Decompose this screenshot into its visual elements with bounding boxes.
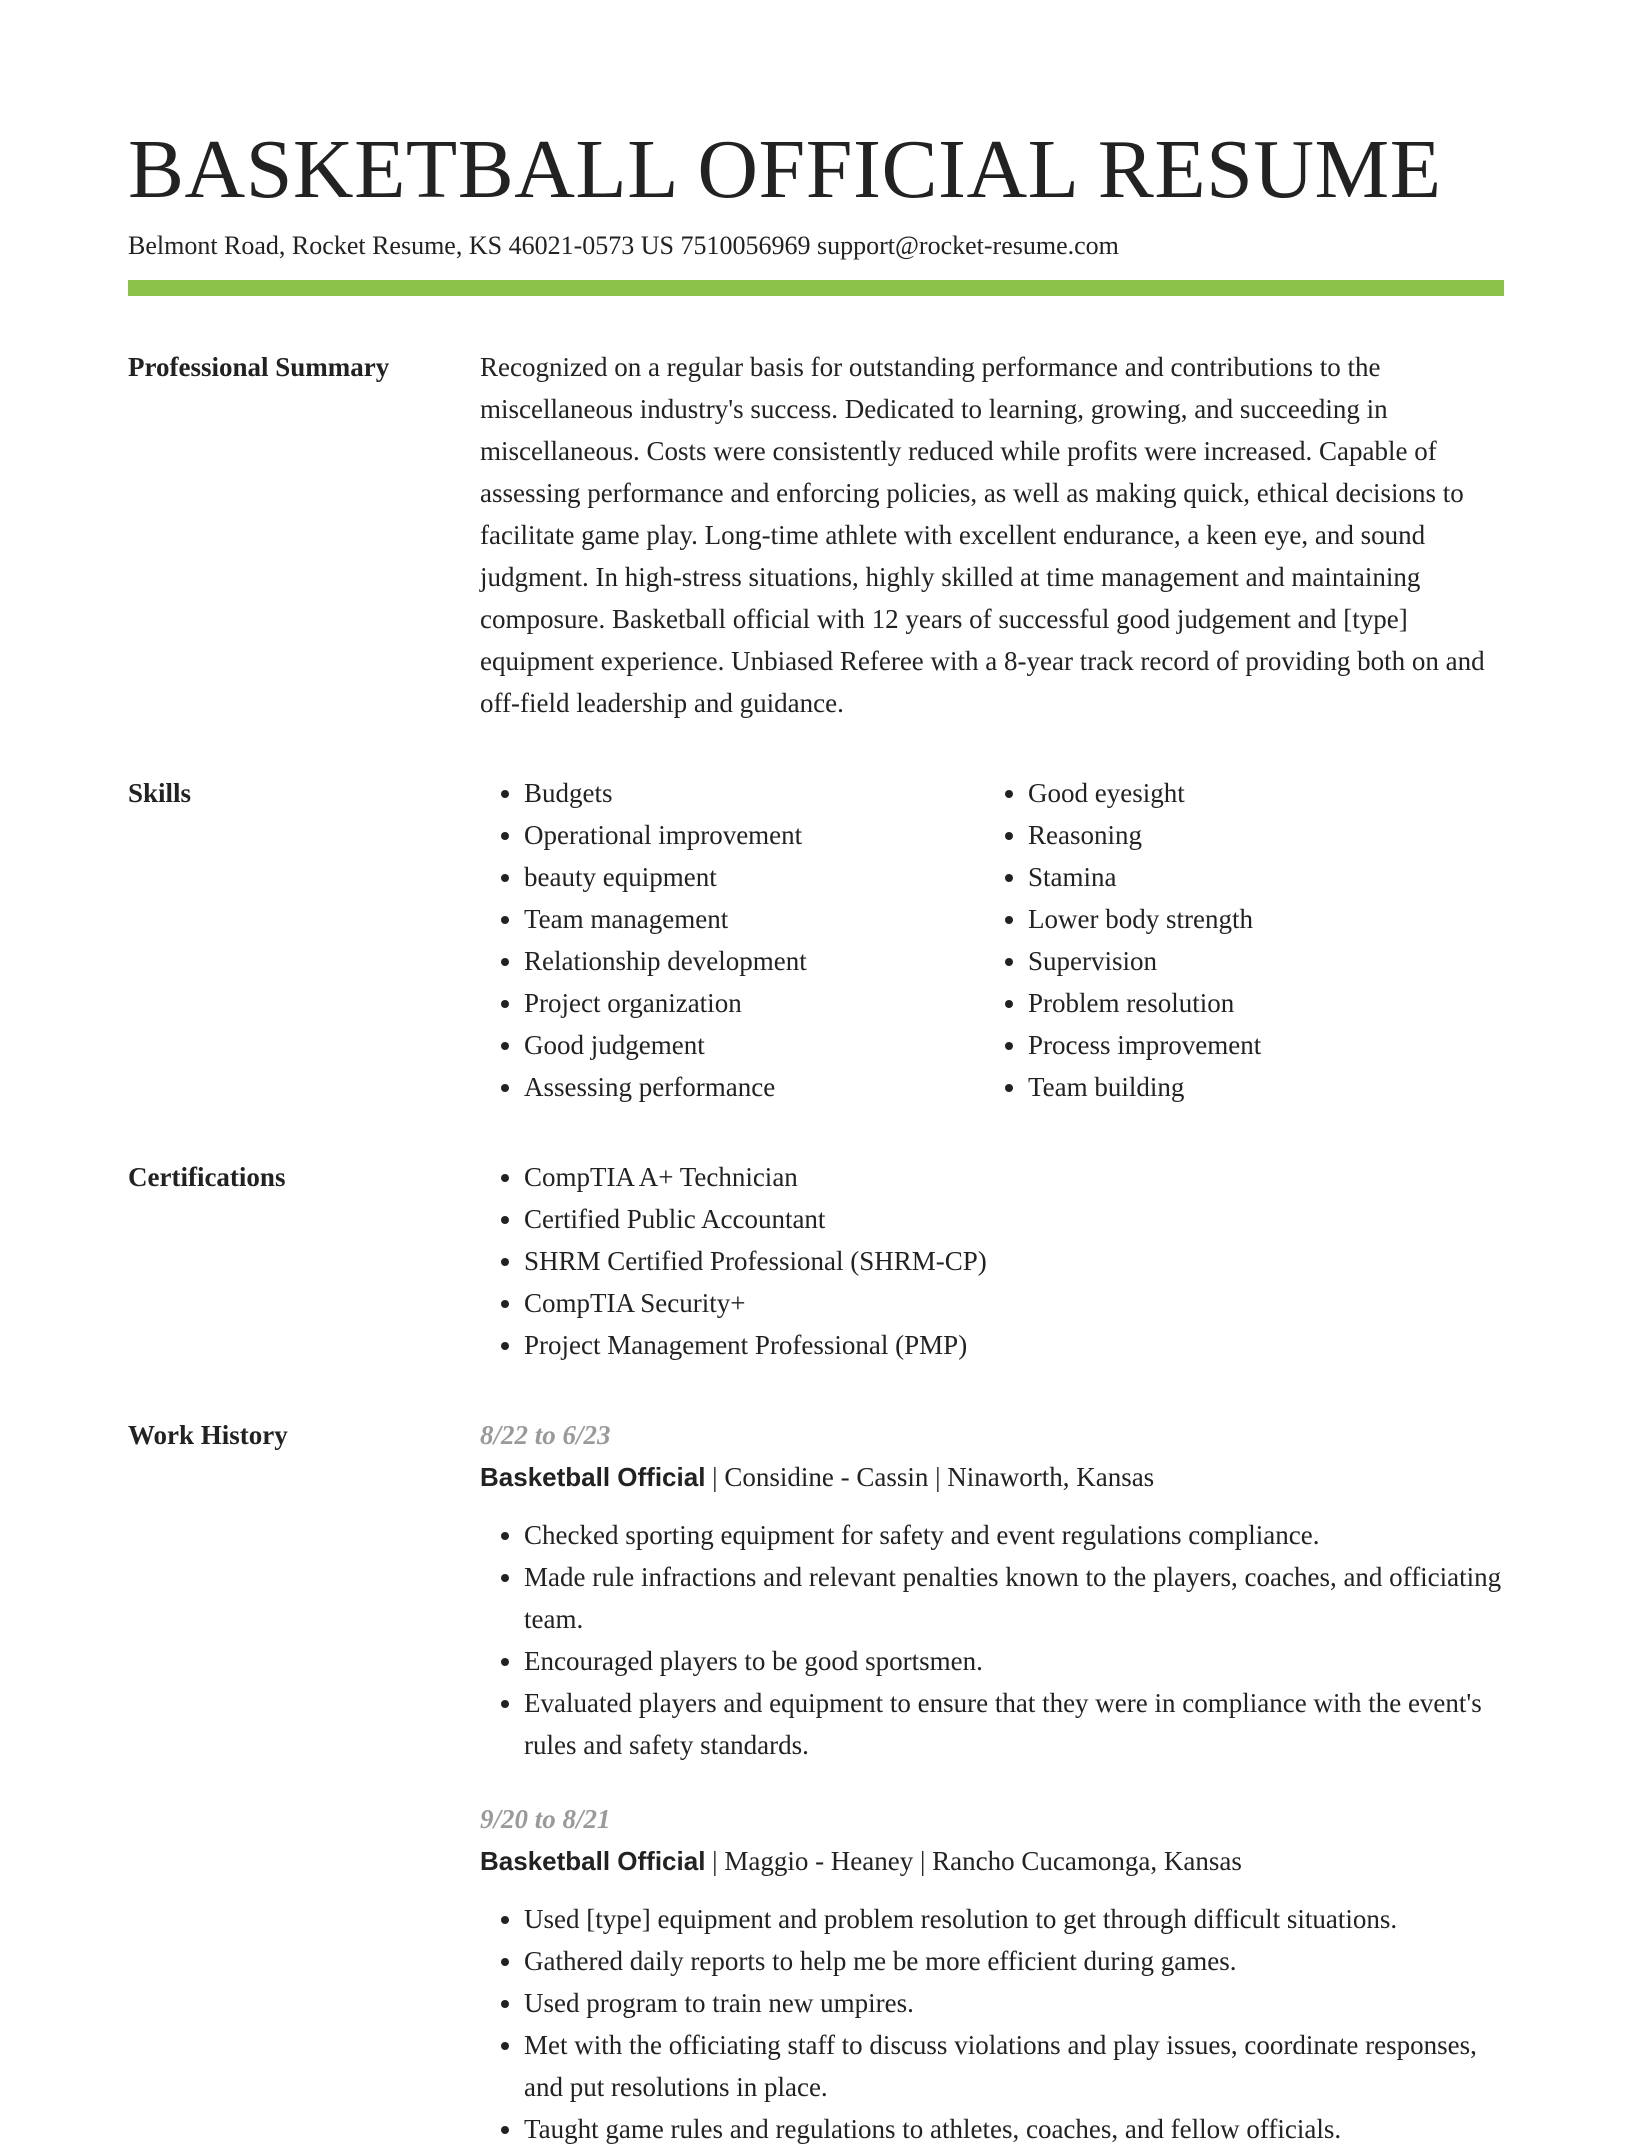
certifications-section	[128, 1156, 1504, 1366]
job-bullets	[480, 1898, 1504, 2150]
accent-divider	[128, 280, 1504, 296]
contact-email: support@rocket-resume.com	[816, 231, 1119, 260]
job-bullet: • Made rule infractions and relevant penalties known to the players, coaches, and officiating team.	[524, 1556, 1504, 1640]
job-details: | Maggio - Heaney | Rancho Cucamonga, Kansas	[705, 1846, 1242, 1876]
skill-item: • Assessing performance	[524, 1066, 984, 1108]
job-bullet: • Encouraged players to be good sportsmen.	[524, 1640, 1504, 1682]
skill-item: • Operational improvement	[524, 814, 984, 856]
skill-item: • Lower body strength	[1028, 898, 1488, 940]
skill-item: • Process improvement	[1028, 1024, 1488, 1066]
contact-line	[128, 228, 1504, 264]
job-heading	[480, 1840, 1504, 1882]
job-title: Basketball Official	[480, 1846, 706, 1876]
skill-item: • Stamina	[1028, 856, 1488, 898]
job-title: Basketball Official	[480, 1462, 706, 1492]
job-heading	[480, 1456, 1504, 1498]
summary-section	[128, 346, 1504, 724]
job-bullet: • Gathered daily reports to help me be more efficient during games.	[524, 1940, 1504, 1982]
resume-page	[128, 120, 1504, 2150]
skill-item: • Problem resolution	[1028, 982, 1488, 1024]
skills-section	[128, 772, 1504, 1108]
skills-list-left	[480, 772, 984, 1108]
job-bullets	[480, 1514, 1504, 1766]
job-bullet: • Checked sporting equipment for safety and event regulations compliance.	[524, 1514, 1504, 1556]
certification-item: • Project Management Professional (PMP)	[524, 1324, 1504, 1366]
job-bullet: • Evaluated players and equipment to ensure that they were in compliance with the event's rules and safety standards.	[524, 1682, 1504, 1766]
skill-item: • Project organization	[524, 982, 984, 1024]
skill-item: • Reasoning	[1028, 814, 1488, 856]
skill-item: • Budgets	[524, 772, 984, 814]
job-bullet: • Used program to train new umpires.	[524, 1982, 1504, 2024]
work-history-heading: Work History	[128, 1420, 288, 1450]
job-details: | Considine - Cassin | Ninaworth, Kansas	[705, 1462, 1155, 1492]
skill-item: • beauty equipment	[524, 856, 984, 898]
job-dates: 8/22 to 6/23	[480, 1420, 611, 1450]
job-entry	[480, 1414, 1504, 1766]
skills-list-right	[984, 772, 1488, 1108]
contact-phone: 7510056969	[680, 231, 811, 260]
skill-item: • Relationship development	[524, 940, 984, 982]
certifications-list	[480, 1156, 1504, 1366]
work-history-section	[128, 1414, 1504, 2150]
certification-item: • CompTIA A+ Technician	[524, 1156, 1504, 1198]
summary-text: Recognized on a regular basis for outstanding performance and contributions to the miscellaneous industry's success. Dedicated to learning, growing, and succeeding in miscellaneous. Costs were consistently reduced while profits were increased. Capable of assessing performance and enforcing policies, as well as making quick, ethical decisions to facilitate game play. Long-time athlete with excellent endurance, a keen eye, and sound judgment. In high-stress situations, highly skilled at time management and maintaining composure. Basketball official with 12 years of successful good judgement and [type] equipment experience. Unbiased Referee with a 8-year track record of providing both on and off-field leadership and guidance.	[480, 352, 1485, 718]
job-entry	[480, 1798, 1504, 2150]
certification-item: • SHRM Certified Professional (SHRM-CP)	[524, 1240, 1504, 1282]
summary-heading: Professional Summary	[128, 352, 390, 382]
skill-item: • Team building	[1028, 1066, 1488, 1108]
certifications-heading: Certifications	[128, 1162, 286, 1192]
certification-item: • CompTIA Security+	[524, 1282, 1504, 1324]
contact-address: Belmont Road, Rocket Resume, KS 46021-0573 US	[128, 231, 674, 260]
skill-item: • Supervision	[1028, 940, 1488, 982]
skill-item: • Good eyesight	[1028, 772, 1488, 814]
certification-item: • Certified Public Accountant	[524, 1198, 1504, 1240]
job-bullet: • Met with the officiating staff to discuss violations and play issues, coordinate responses, and put resolutions in place.	[524, 2024, 1504, 2108]
skill-item: • Good judgement	[524, 1024, 984, 1066]
skill-item: • Team management	[524, 898, 984, 940]
job-dates: 9/20 to 8/21	[480, 1804, 611, 1834]
job-bullet: • Used [type] equipment and problem resolution to get through difficult situations.	[524, 1898, 1504, 1940]
job-bullet: • Taught game rules and regulations to athletes, coaches, and fellow officials.	[524, 2108, 1504, 2150]
resume-title: BASKETBALL OFFICIAL RESUME	[128, 123, 1442, 216]
skills-heading: Skills	[128, 778, 192, 808]
